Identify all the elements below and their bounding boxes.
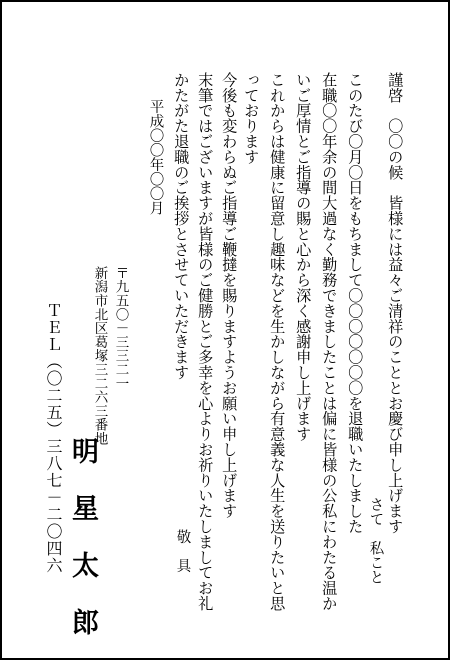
- letter-line-retirement: このたび〇月〇日をもちまして〇〇〇〇〇〇〇を退職いたしました: [346, 72, 365, 534]
- letter-line-keigu: 敬 具: [174, 529, 191, 573]
- letter-line-gratitude: いご厚情とご指導の賜と心から深く感謝申し上げます: [294, 72, 313, 442]
- sender-postal-code: 〒九五〇－三三二一: [112, 266, 129, 391]
- letter-date: 平成〇〇年〇〇月: [147, 99, 164, 215]
- letter-line-future: これからは健康に留意し趣味などを生かしながら有意義な人生を送りたいと思: [268, 72, 287, 611]
- letter-line-farewell: かたがた退職のご挨拶とさせていただきます: [172, 72, 191, 380]
- sender-name: 明星太郎: [67, 437, 98, 665]
- letter-line-request: 今後も変わらぬご指導ご鞭撻を賜りますようお願い申し上げます: [220, 72, 239, 519]
- letter-line-future-cont: っております: [242, 72, 261, 165]
- letter-line-greeting: 謹啓 〇〇の候 皆様には益々ご清祥のこととお慶び申し上げます: [386, 72, 405, 534]
- sender-address: 新潟市北区葛塚三二六三番地: [91, 266, 108, 446]
- sender-tel: ＴＥＬ（〇二五）三八七－二〇四六: [44, 302, 63, 574]
- letter-line-closing: 末筆ではございますが皆様のご健勝とご多幸を心よりお祈りいたしましてお礼: [196, 72, 215, 611]
- letter-line-service: 在職〇〇年余の間大過なく勤務できましたことは偏に皆様の公私にわたる温か: [320, 72, 339, 611]
- letter-line-opening: さて 私こと: [367, 497, 384, 584]
